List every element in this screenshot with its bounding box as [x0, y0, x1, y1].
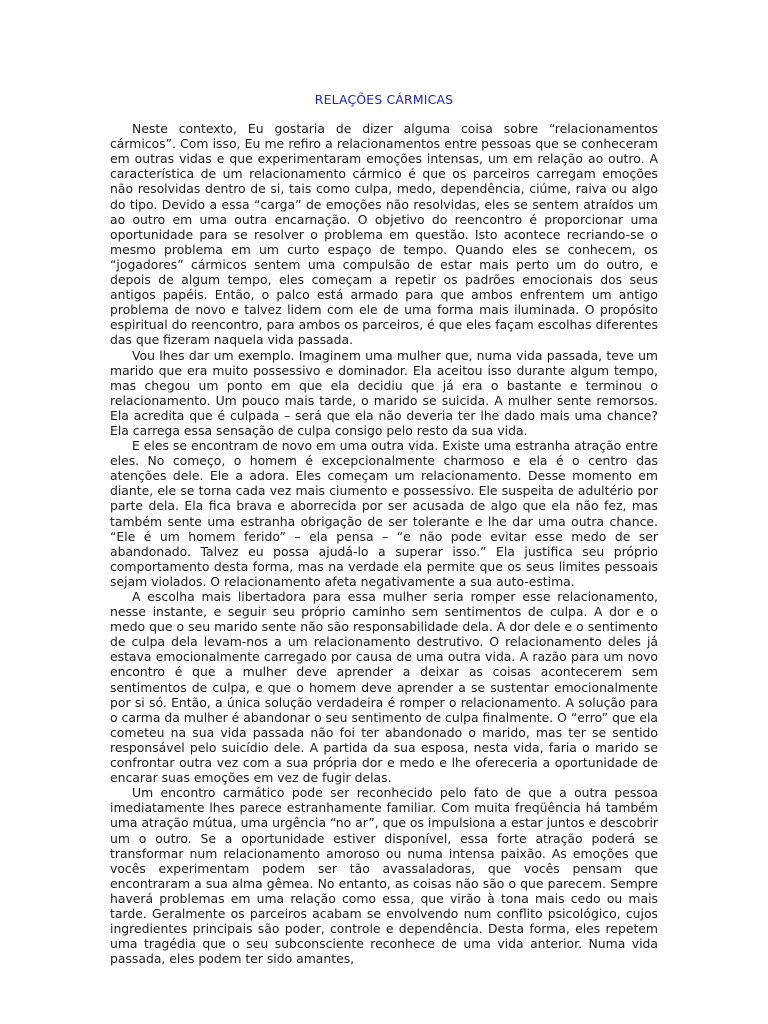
paragraph-1: Neste contexto, Eu gostaria de dizer alguma coisa sobre “relacionamentos cármicos”. Com isso, Eu me refiro a relacionamentos entre pessoas que se conheceram em outras vidas e que experimentaram emoções intensas, um em relação ao outro. A característica de um relacionamento cármico é que os parceiros carregam emoções não resolvidas dentro de si, tais como culpa, medo, dependência, ciúme, raiva ou algo do tipo. Devido a essa “carga” de emoções não resolvidas, eles se sentem atraídos um ao outro em uma outra encarnação. O objetivo do reencontro é proporcionar uma oportunidade para se resolver o problema em questão. Isto acontece recriando-se o mesmo problema em um curto espaço de tempo. Quando eles se conhecem, os “jogadores” cármicos sentem uma compulsão de estar mais perto um do outro, e depois de algum tempo, eles começam a repetir os padrões emocionais dos seus antigos papéis. Então, o palco está armado para que ambos enfrentem um antigo problema de novo e talvez lidem com ele de uma forma mais iluminada. O propósito espiritual do reencontro, para ambos os parceiros, é que eles façam escolhas diferentes das que fizeram naquela vida passada. — [110, 121, 658, 348]
document-title: RELAÇÕES CÁRMICAS — [314, 92, 454, 107]
paragraph-3: E eles se encontram de novo em uma outra vida. Existe uma estranha atração entre eles. No começo, o homem é excepcionalmente charmoso e ela é o centro das atenções dele. Ele a adora. Eles começam um relacionamento. Desse momento em diante, ele se torna cada vez mais ciumento e possessivo. Ele suspeita de adultério por parte dela. Ela fica brava e aborrecida por ser acusada de algo que ela não fez, mas também sente uma estranha obrigação de ser tolerante e lhe dar uma outra chance. “Ele é um homem ferido” – ela pensa – “e não pode evitar esse medo de ser abandonado. Talvez eu possa ajudá-lo a superar isso.” Ela justifica seu próprio comportamento desta forma, mas na verdade ela permite que os seus limites pessoais sejam violados. O relacionamento afeta negativamente a sua auto-estima. — [110, 438, 658, 589]
document-page — [110, 92, 658, 966]
paragraph-4: A escolha mais libertadora para essa mulher seria romper esse relacionamento, nesse instante, e seguir seu próprio caminho sem sentimentos de culpa. A dor e o medo que o seu marido sente não são responsabilidade dela. A dor dele e o sentimento de culpa dela levam-nos a um relacionamento destrutivo. O relacionamento deles já estava emocionalmente carregado por causa de uma outra vida. A razão para um novo encontro é que a mulher deve aprender a deixar as coisas acontecerem sem sentimentos de culpa, e que o homem deve aprender a se sustentar emocionalmente por si só. Então, a única solução verdadeira é romper o relacionamento. A solução para o carma da mulher é abandonar o seu sentimento de culpa finalmente. O “erro” que ela cometeu na sua vida passada não foi ter abandonado o marido, mas ter se sentido responsável pelo suicídio dele. A partida da sua esposa, nesta vida, faria o marido se confrontar outra vez com a sua própria dor e medo e lhe ofereceria a oportunidade de encarar suas emoções em vez de fugir delas. — [110, 589, 659, 786]
paragraph-5: Um encontro carmático pode ser reconhecido pelo fato de que a outra pessoa imediatamente lhes parece estranhamente familiar. Com muita freqüência há também uma atração mútua, uma urgência “no ar”, que os impulsiona a estar juntos e descobrir um o outro. Se a oportunidade estiver disponível, essa forte atração poderá se transformar num relacionamento amoroso ou numa intensa paixão. As emoções que vocês experimentam podem ser tão avassaladoras, que vocês pensam que encontraram a sua alma gêmea. No entanto, as coisas não são o que parecem. Sempre haverá problemas em uma relação como essa, que virão à tona mais cedo ou mais tarde. Geralmente os parceiros acabam se envolvendo num conflito psicológico, cujos ingredientes principais são poder, controle e dependência. Desta forma, eles repetem uma tragédia que o seu subconsciente reconhece de uma vida anterior. Numa vida passada, eles podem ter sido amantes, — [110, 785, 658, 967]
paragraph-2: Vou lhes dar um exemplo. Imaginem uma mulher que, numa vida passada, teve um marido que era muito possessivo e dominador. Ela aceitou isso durante algum tempo, mas chegou um ponto em que ela decidiu que já era o bastante e terminou o relacionamento. Um pouco mais tarde, o marido se suicida. A mulher sente remorsos. Ela acredita que é culpada – será que ela não deveria ter lhe dado mais uma chance? Ela carrega essa sensação de culpa consigo pelo resto da sua vida. — [110, 347, 658, 438]
